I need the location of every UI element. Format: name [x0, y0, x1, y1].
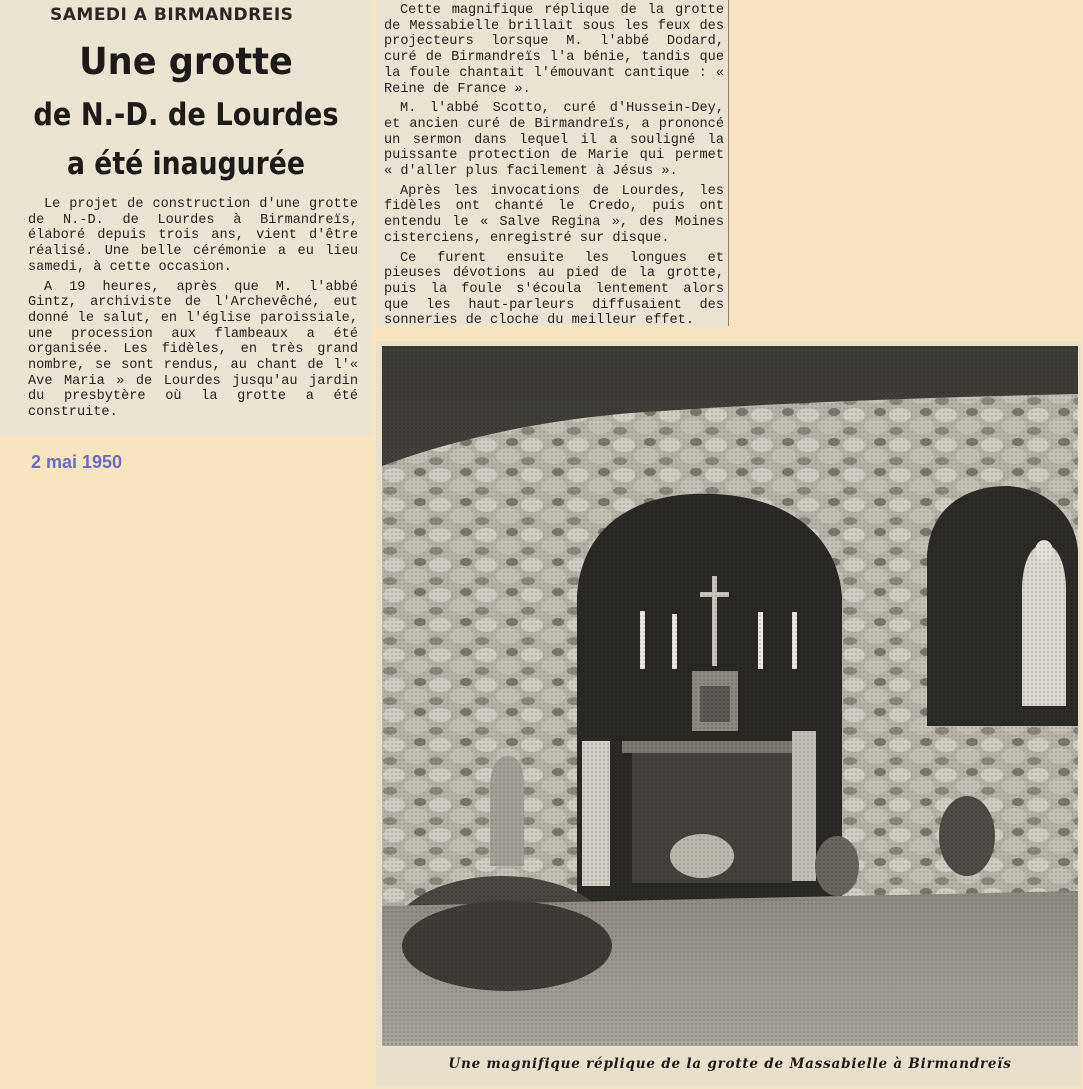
- photo-caption: Une magnifique réplique de la grotte de Massabielle à Birmandreïs: [448, 1056, 1012, 1072]
- paragraph: A 19 heures, après que M. l'abbé Gintz, archiviste de l'Archevêché, eut donné le salut, en l'église paroissiale, une procession aux flambeaux a été organisée. Les fidèles, en très grand nombre, se sont rendus, au chant de l'« Ave Maria » de Lourdes jusqu'au jardin du presbytère où la grotte a été construite.: [28, 279, 358, 421]
- paragraph: Le projet de construction d'une grotte de N.-D. de Lourdes à Birmandreïs, élaboré depuis trois ans, vient d'être réalisé. Une belle cérémonie a eu lieu samedi, à cette occasion.: [28, 197, 358, 275]
- paragraph: Après les invocations de Lourdes, les fidèles ont chanté le Credo, puis ont entendu le « Salve Regina », des Moines cisterciens, enregistré sur disque.: [384, 183, 724, 246]
- paragraph: Cette magnifique réplique de la grotte de Messabielle brillait sous les feux des projecteurs lorsque M. l'abbé Dodard, curé de Birmandreïs l'a bénie, tandis que la foule chantait l'émouvant cantique : « Reine de France ».: [384, 3, 724, 97]
- paragraph: M. l'abbé Scotto, curé d'Hussein-Dey, et ancien curé de Birmandreïs, a prononcé un sermon dans lequel il a souligné la puissante protection de Marie qui permet « d'aller plus facilement à Jésus ».: [384, 101, 724, 180]
- article-column-right: [384, 3, 724, 333]
- headline-line-1: Une grotte: [79, 40, 293, 83]
- date-label: 2 mai 1950: [31, 452, 123, 472]
- headline-line-2: de N.-D. de Lourdes: [33, 97, 339, 133]
- paragraph: Ce furent ensuite les longues et pieuses dévotions au pied de la grotte, puis la foule s'écoula lentement alors que les haut-parleurs diffusaient des sonneries de cloche du meilleur effet.: [384, 250, 724, 329]
- grotto-photo: [382, 346, 1078, 1046]
- article-kicker: SAMEDI A BIRMANDREIS: [50, 5, 294, 25]
- headline-line-3: a été inaugurée: [67, 146, 305, 182]
- article-clipping-right: [376, 0, 729, 329]
- article-clipping-left: [0, 0, 372, 436]
- photo-clipping: [376, 341, 1081, 1086]
- article-column-left: [28, 197, 358, 425]
- grotto-photo-illustration: [382, 346, 1078, 1046]
